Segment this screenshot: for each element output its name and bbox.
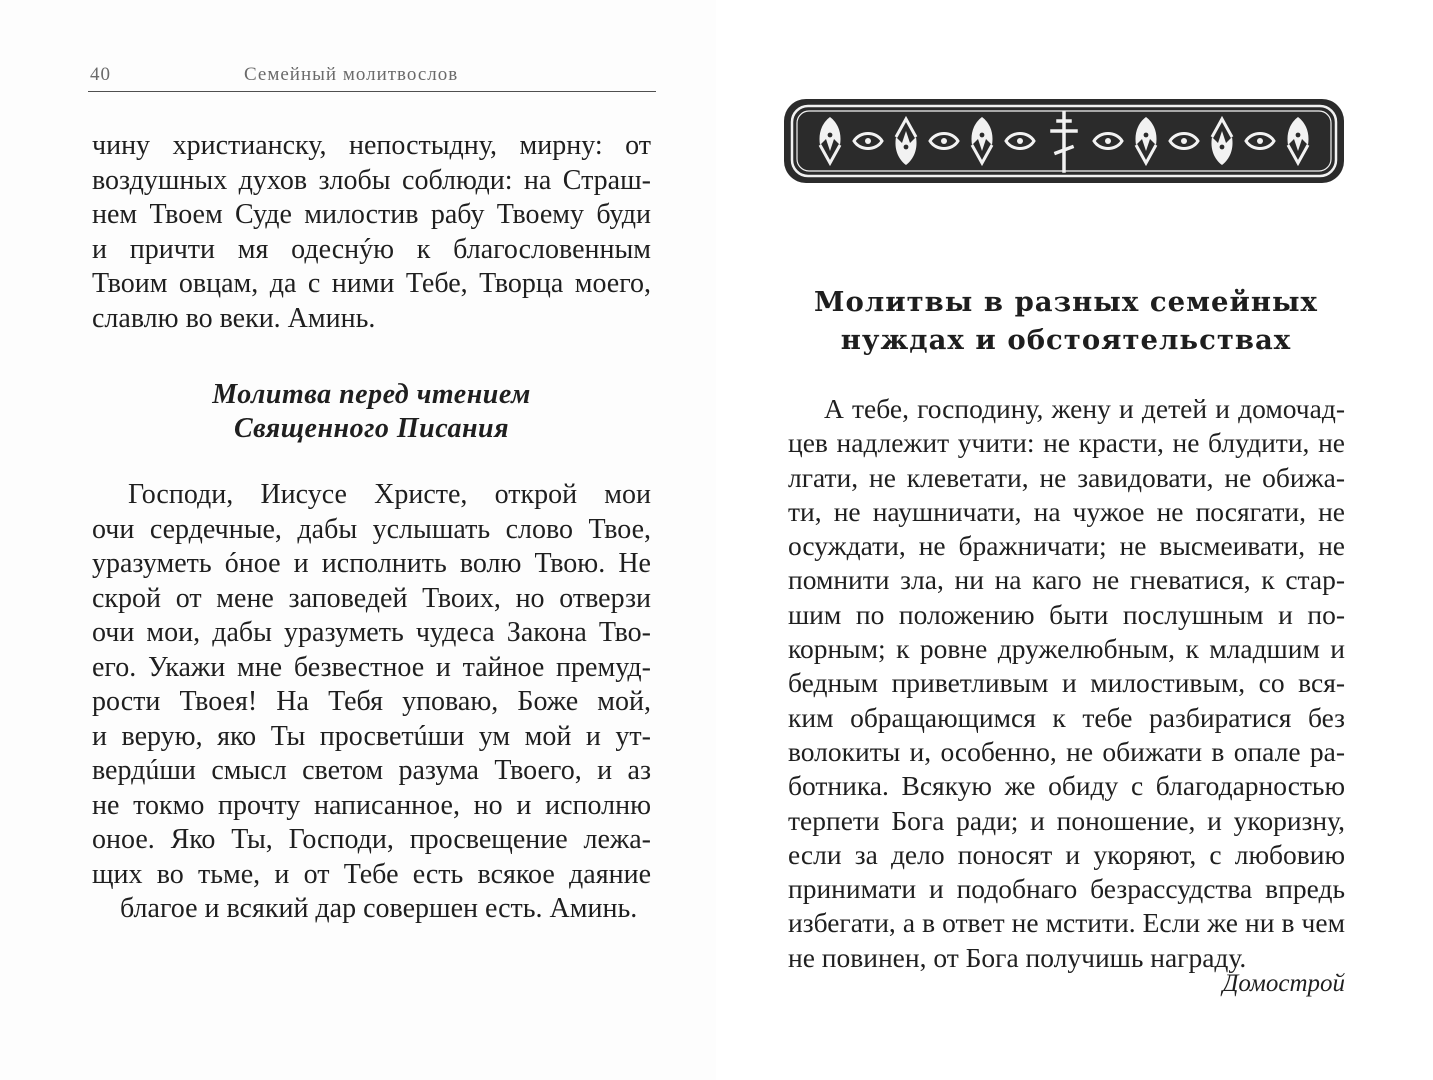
text-line: корным; к ровне дружелюбным, к младшим и [788, 633, 1345, 665]
text-line: избегати, а в ответ не мстити. Если же ни в чем [788, 907, 1345, 939]
attribution: Домострой [1222, 970, 1345, 997]
text-line: оное. Яко Ты, Господи, просвещение лежа- [92, 824, 651, 855]
text-line: чину христианску, непостыдну, мирну: от [92, 130, 651, 161]
text-line: скрой от мене заповедей Твоих, но отверзи [92, 582, 651, 614]
section-heading-line: Священного Писания [233, 413, 509, 444]
text-line: если за дело поносят и укоряют, с любовию [788, 838, 1345, 870]
text-line: помнити зла, ни на каго не гневатися, к стар- [788, 564, 1345, 596]
text-line: очи мои, дабы уразуметь чудеса Закона Тво- [92, 617, 651, 648]
section-heading [92, 378, 651, 446]
prayer-text [92, 478, 651, 927]
chapter-heading-line: Молитвы в разных семейных [814, 286, 1318, 318]
text-line: волокиты и, особенно, не обижати в опале ра- [788, 735, 1345, 767]
text-line: А тебе, господину, жену и детей и домочад- [824, 393, 1345, 424]
text-line: не токмо прочту написанное, но и исполню [92, 789, 651, 821]
text-line: не повинен, от Бога получишь награду. [788, 941, 1247, 973]
text-line: воздушных духов злобы соблюди: на Страш- [92, 164, 651, 196]
text-line: бедным приветливым и милостивым, со вся- [788, 667, 1345, 699]
page-number: 40 [90, 64, 111, 85]
text-line: ким обращающимся к тебе разбиратися без [788, 701, 1345, 733]
right-page [716, 0, 1433, 1080]
running-title: Семейный молитвослов [244, 64, 459, 85]
running-head [88, 60, 656, 90]
continued-prayer-text [92, 129, 651, 336]
text-line: Господи, Иисусе Христе, открой мои [128, 479, 651, 510]
left-page [0, 0, 716, 1080]
text-line: нем Твоем Суде милостив рабу Твоему буди [92, 199, 651, 230]
text-line: и верую, яко Ты просветúши ум мой и ут- [92, 720, 651, 752]
text-line: Твоим овцам, да с ними Тебе, Творца моего, [92, 268, 651, 299]
text-line: терпети Бога ради; и поношение, и укоризну, [788, 804, 1345, 836]
header-rule [88, 91, 656, 92]
text-line: рости Твоея! На Тебя уповаю, Боже мой, [92, 686, 651, 717]
text-line: и причти мя одеснýю к благословенным [92, 233, 651, 265]
text-line: вердúши смысл светом разума Твоего, и аз [92, 755, 651, 786]
text-line: цев надлежит учити: не красти, не блудити, не [788, 427, 1345, 459]
text-line: лгати, не клеветати, не завидовати, не обижа- [788, 461, 1345, 493]
cross-ornament-icon [782, 95, 1346, 187]
text-line: очи сердечные, дабы услышать слово Твое, [92, 513, 651, 545]
text-line: осуждати, не бражничати; не высмеивати, не [788, 530, 1345, 562]
text-line: ти, не наушничати, на чужое не посягати, не [788, 495, 1345, 527]
text-line: славлю во веки. Аминь. [92, 302, 376, 334]
chapter-heading-line: нуждах и обстоятельствах [840, 324, 1292, 356]
chapter-heading [786, 283, 1346, 359]
text-line: шим по положению быти послушным и по- [788, 598, 1345, 630]
text-line: ботника. Всякую же обиду с благодарностью [788, 770, 1345, 802]
text-line: благое и всякий дар совершен есть. Аминь. [120, 893, 638, 924]
text-line: уразуметь óное и исполнить волю Твою. Не [92, 548, 651, 579]
text-line: его. Укажи мне безвестное и тайное премуд- [92, 651, 651, 683]
text-line: щих во тьме, и от Тебе есть всякое даяние [92, 858, 651, 890]
domostroy-text [788, 392, 1345, 975]
text-line: принимати и подобнаго безрассудства впредь [788, 873, 1345, 905]
section-heading-line: Молитва перед чтением [212, 379, 531, 410]
